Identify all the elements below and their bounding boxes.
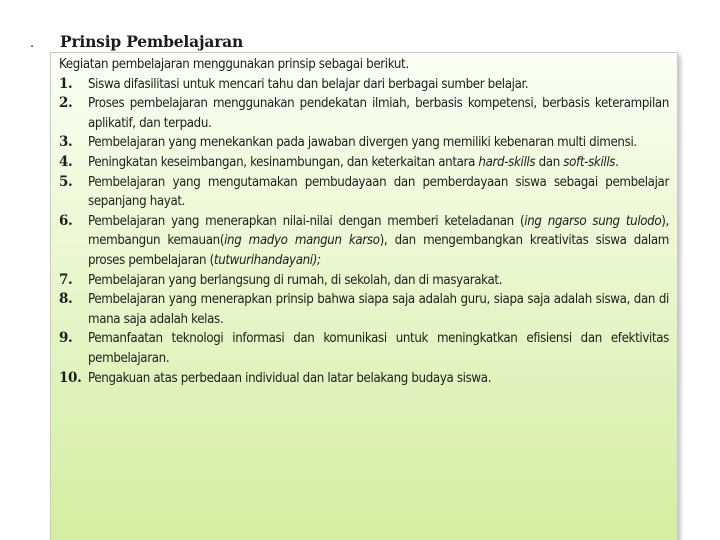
item-text: [88, 155, 619, 170]
item-number: 3.: [59, 134, 73, 151]
item-number: 6.: [59, 212, 73, 229]
list-item: [59, 173, 669, 212]
intro-text: Kegiatan pembelajaran menggunakan prinsip sebagai berikut.: [59, 57, 409, 72]
item-text-segment: ), membangun kemauan(: [88, 213, 669, 249]
page-title: Prinsip Pembelajaran: [60, 32, 244, 51]
item-text-segment: Pembelajaran yang berlangsung di rumah, di sekolah, dan di masyarakat.: [88, 272, 503, 288]
item-number: 8.: [59, 291, 73, 308]
item-text-segment: Pembelajaran yang menerapkan nilai-nilai dengan memberi keteladanan (: [88, 213, 525, 229]
item-text: [88, 214, 669, 268]
item-text: [88, 77, 528, 92]
item-text-segment: .: [615, 154, 619, 170]
item-text: [88, 371, 491, 386]
list-item: [59, 133, 669, 153]
list-item: [59, 271, 669, 291]
item-italic-text: ing ngarso sung tulodo: [524, 213, 662, 229]
item-italic-text: tutwurihandayani);: [213, 252, 321, 268]
list-item: [59, 212, 669, 271]
item-text: [88, 96, 669, 131]
list-item: [59, 75, 669, 95]
item-text: [88, 331, 669, 366]
item-text: [88, 273, 502, 288]
list-item: [59, 153, 669, 173]
slide-marker: .: [30, 36, 35, 51]
item-italic-text: hard-skills: [478, 154, 536, 170]
item-number: 10.: [59, 369, 82, 386]
item-text-segment: Pembelajaran yang mengutamakan pembudayaan dan pemberdayaan siswa sebagai pembelajar sepanjang hayat.: [88, 174, 669, 210]
card-content: [59, 55, 669, 388]
item-number: 7.: [59, 271, 73, 288]
item-text: [88, 292, 669, 327]
item-italic-text: ing madyo mangun karso: [224, 233, 380, 249]
item-text-segment: Pengakuan atas perbedaan individual dan latar belakang budaya siswa.: [88, 370, 492, 386]
content-card: [50, 52, 678, 540]
item-text: [88, 175, 669, 210]
item-text-segment: ), dan mengembangkan kreativitas siswa dalam proses pembelajaran (: [88, 233, 669, 268]
item-text-segment: dan: [535, 154, 564, 170]
item-number: 9.: [59, 330, 73, 347]
principle-list: [59, 75, 669, 389]
item-text-segment: Proses pembelajaran menggunakan pendekatan ilmiah, berbasis kompetensi, berbasis keterampilan aplikatif, dan terpadu.: [88, 96, 669, 131]
item-text-segment: Pemanfaatan teknologi informasi dan komunikasi untuk meningkatkan efisiensi dan efektivitas pembelajaran.: [88, 331, 669, 366]
item-number: 4.: [59, 153, 73, 170]
item-text-segment: Pembelajaran yang menekankan pada jawaban divergen yang memiliki kebenaran multi dimensi.: [88, 135, 637, 151]
list-item: [59, 290, 669, 329]
item-text-segment: Pembelajaran yang menerapkan prinsip bahwa siapa saja adalah guru, siapa saja adalah siswa, dan di mana saja adalah kelas.: [88, 292, 669, 327]
list-item: [59, 94, 669, 133]
item-number: 2.: [59, 95, 73, 112]
list-item: [59, 329, 669, 368]
item-text-segment: Peningkatan keseimbangan, kesinambungan, dan keterkaitan antara: [88, 154, 479, 170]
item-text-segment: Siswa difasilitasi untuk mencari tahu dan belajar dari berbagai sumber belajar.: [88, 76, 529, 92]
item-number: 5.: [59, 173, 73, 190]
list-item: [59, 369, 669, 389]
item-number: 1.: [59, 75, 73, 92]
item-text: [88, 135, 637, 150]
item-italic-text: soft-skills: [563, 154, 616, 170]
